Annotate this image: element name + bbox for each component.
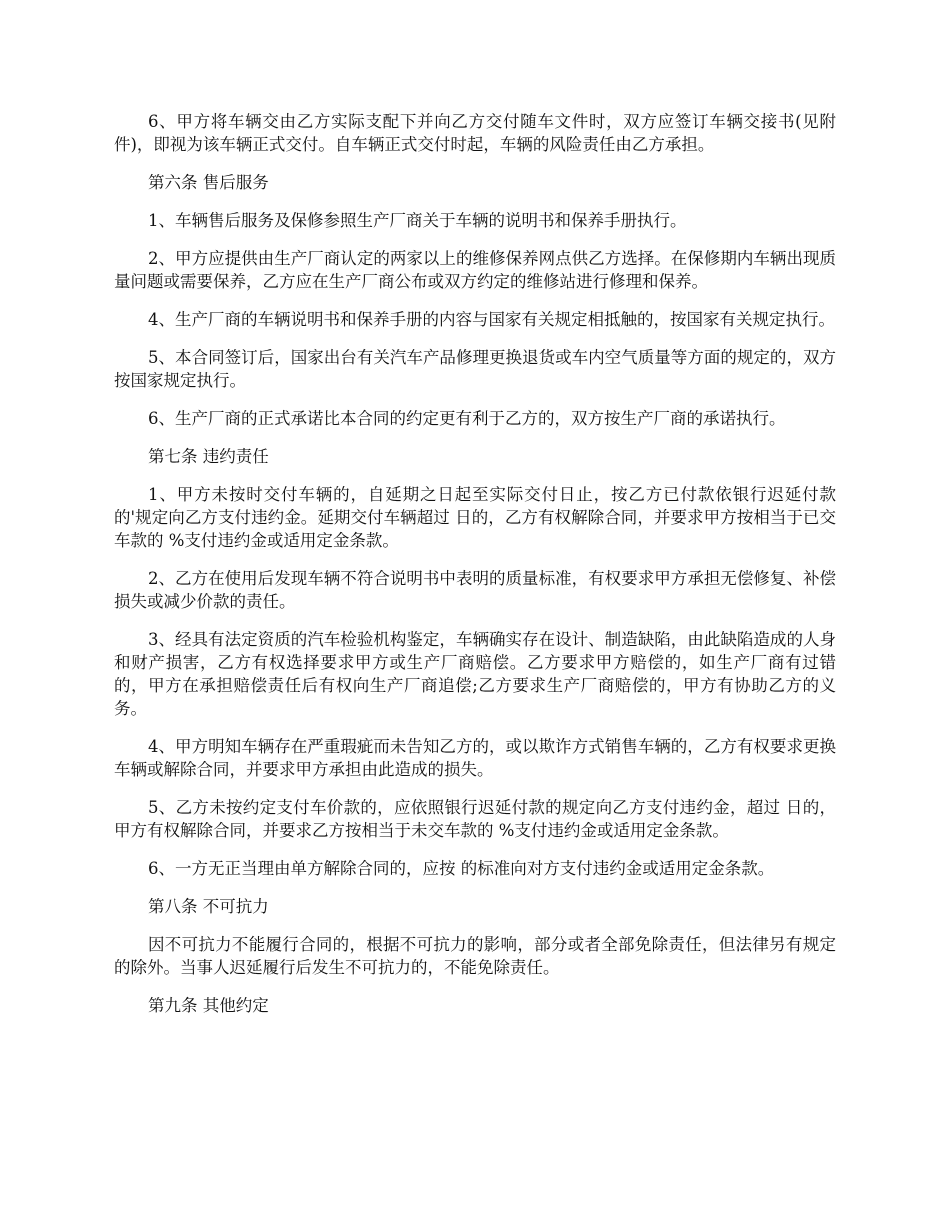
clause-paragraph: 因不可抗力不能履行合同的，根据不可抗力的影响，部分或者全部免除责任，但法律另有规定的除外。当事人迟延履行后发生不可抗力的，不能免除责任。 [114, 935, 836, 977]
clause-paragraph: 6、甲方将车辆交由乙方实际支配下并向乙方交付随车文件时，双方应签订车辆交接书(见附件)，即视为该车辆正式交付。自车辆正式交付时起，车辆的风险责任由乙方承担。 [114, 112, 836, 154]
section-heading-article-6: 第六条 售后服务 [148, 173, 269, 192]
clause-paragraph: 2、甲方应提供由生产厂商认定的两家以上的维修保养网点供乙方选择。在保修期内车辆出现质量问题或需要保养，乙方应在生产厂商公布或双方约定的维修站进行修理和保养。 [114, 249, 836, 291]
section-heading-article-9: 第九条 其他约定 [148, 996, 269, 1015]
section-heading-article-8: 第八条 不可抗力 [148, 897, 269, 916]
section-heading-article-7: 第七条 违约责任 [148, 447, 269, 466]
clause-paragraph: 6、生产厂商的正式承诺比本合同的约定更有利于乙方的，双方按生产厂商的承诺执行。 [148, 409, 786, 428]
clause-paragraph: 1、甲方未按时交付车辆的，自延期之日起至实际交付日止，按乙方已付款依银行迟延付款的'规定向乙方支付违约金。延期交付车辆超过 日的，乙方有权解除合同，并要求甲方按相当于已交车款的 %支付违约金或适用定金条款。 [114, 485, 836, 550]
clause-paragraph: 3、经具有法定资质的汽车检验机构鉴定，车辆确实存在设计、制造缺陷，由此缺陷造成的人身和财产损害，乙方有权选择要求甲方或生产厂商赔偿。乙方要求甲方赔偿的，如生产厂商有过错的，甲方在承担赔偿责任后有权向生产厂商追偿;乙方要求生产厂商赔偿的，甲方有协助乙方的义务。 [114, 630, 836, 718]
clause-paragraph: 4、甲方明知车辆存在严重瑕疵而未告知乙方的，或以欺诈方式销售车辆的，乙方有权要求更换车辆或解除合同，并要求甲方承担由此造成的损失。 [114, 737, 836, 779]
document-body [114, 110, 836, 1032]
clause-paragraph: 4、生产厂商的车辆说明书和保养手册的内容与国家有关规定相抵触的，按国家有关规定执行。 [148, 310, 835, 329]
clause-paragraph: 1、车辆售后服务及保修参照生产厂商关于车辆的说明书和保养手册执行。 [148, 211, 687, 230]
clause-paragraph: 6、一方无正当理由单方解除合同的，应按 的标准向对方支付违约金或适用定金条款。 [148, 859, 775, 878]
clause-paragraph: 5、乙方未按约定支付车价款的，应依照银行迟延付款的规定向乙方支付违约金，超过 日的，甲方有权解除合同，并要求乙方按相当于未交车款的 %支付违约金或适用定金条款。 [114, 798, 836, 840]
clause-paragraph: 2、乙方在使用后发现车辆不符合说明书中表明的质量标准，有权要求甲方承担无偿修复、补偿损失或减少价款的责任。 [114, 569, 836, 611]
clause-paragraph: 5、本合同签订后，国家出台有关汽车产品修理更换退货或车内空气质量等方面的规定的，双方按国家规定执行。 [114, 348, 836, 390]
